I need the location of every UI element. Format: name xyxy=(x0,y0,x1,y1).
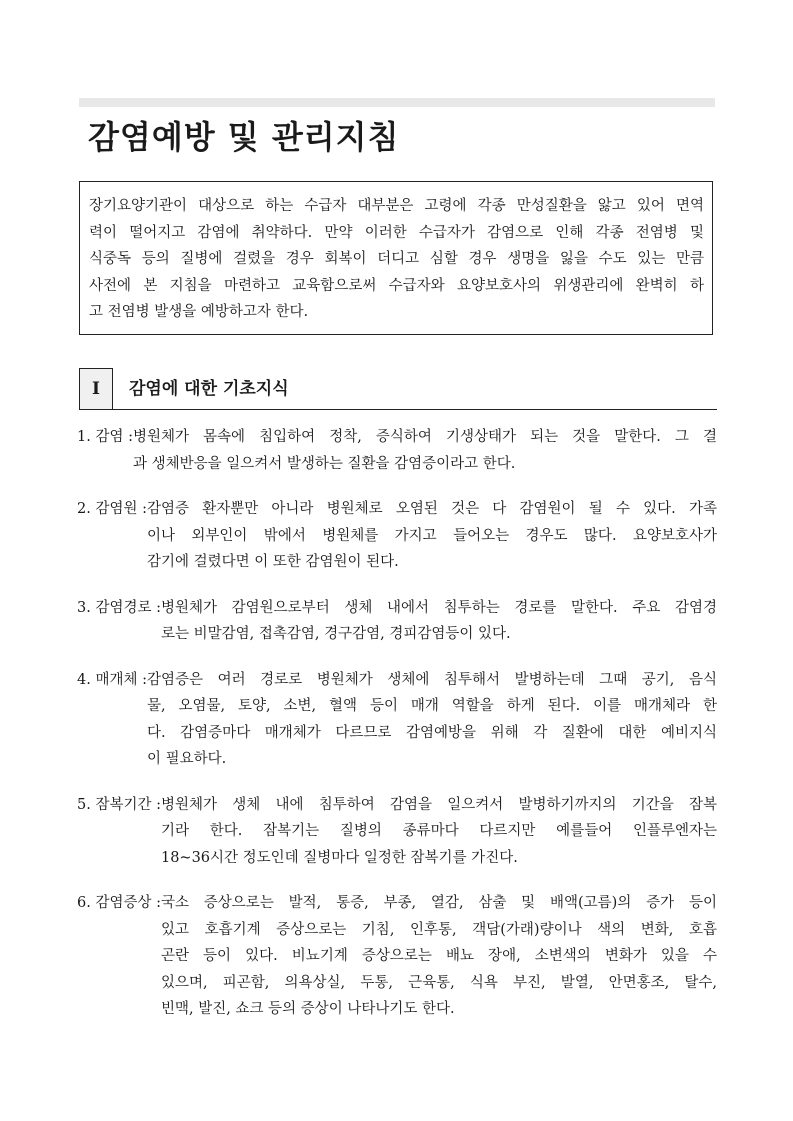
definition-line: 감기에 걸렸다면 이 또한 감염원이 된다. xyxy=(146,554,399,570)
definition-item xyxy=(77,595,717,648)
section-number: I xyxy=(79,368,113,410)
definition-line: 있으며, 피곤함, 의욕상실, 두통, 근육통, 식욕 부진, 발열, 안면홍조, 탈수, xyxy=(160,974,717,991)
definition-term: 4. 매개체 : xyxy=(77,671,147,688)
definition-term: 1. 감염 : xyxy=(77,429,133,445)
definition-line: 이나 외부인이 밖에서 병원체를 가지고 들어오는 경우도 많다. 요양보호사가 xyxy=(146,527,717,544)
header-band xyxy=(79,98,715,107)
intro-line: 식중독 등의 질병에 걸렸을 경우 회복이 더디고 심할 경우 생명을 잃을 수도 있는 만큼 xyxy=(89,251,704,267)
definition-line: 과 생체반응을 일으켜서 발생하는 질환을 감염증이라고 한다. xyxy=(132,455,516,472)
intro-line: 장기요양기관이 대상으로 하는 수급자 대부분은 고령에 각종 만성질환을 앓고 있어 면역 xyxy=(89,198,704,214)
definition-item xyxy=(77,792,717,872)
intro-line: 사전에 본 지침을 마련하고 교육함으로써 수급자와 요양보호사의 위생관리에 완벽히 하 xyxy=(89,277,704,294)
section-title: 감염에 대한 기초지식 xyxy=(129,379,289,399)
page-title: 감염예방 및 관리지침 xyxy=(88,118,400,156)
definition-line: 로는 비말감염, 접촉감염, 경구감염, 경피감염등이 있다. xyxy=(160,626,511,642)
definition-term: 2. 감염원 : xyxy=(77,501,147,517)
section-divider xyxy=(113,409,717,410)
definition-item xyxy=(77,890,717,1023)
definition-line: 18~36시간 정도인데 질병마다 일정한 잠복기를 가진다. xyxy=(160,849,518,866)
definition-line: 다. 감염증마다 매개체가 다르므로 감염예방을 위해 각 질환에 대한 예비지식 xyxy=(146,724,717,741)
definition-line: 물, 오염물, 토양, 소변, 혈액 등이 매개 역할을 하게 된다. 이를 매개체라 한 xyxy=(146,698,717,714)
definition-line: 병원체가 생체 내에 침투하여 감염을 일으켜서 발병하기까지의 기간을 잠복 xyxy=(160,796,717,813)
definition-line: 병원체가 몸속에 침입하여 정착, 증식하여 기생상태가 되는 것을 말한다. 그 결 xyxy=(132,429,717,445)
definition-line: 곤란 등이 있다. 비뇨기계 증상으로는 배뇨 장애, 소변색의 변화가 있을 수 xyxy=(160,948,717,964)
intro-line: 력이 떨어지고 감염에 취약하다. 만약 이러한 수급자가 감염으로 인해 각종 전염병 및 xyxy=(89,224,704,241)
definition-list xyxy=(77,424,717,1023)
intro-box xyxy=(79,181,713,335)
definition-line: 이 필요하다. xyxy=(146,751,227,767)
definition-line: 감염증은 여러 경로로 병원체가 생체에 침투해서 발병하는데 그때 공기, 음식 xyxy=(146,671,717,688)
definition-line: 병원체가 감염원으로부터 생체 내에서 침투하는 경로를 말한다. 주요 감염경 xyxy=(160,599,717,616)
section-heading xyxy=(79,368,717,412)
definition-term: 5. 잠복기간 : xyxy=(77,796,161,813)
definition-term: 3. 감염경로 : xyxy=(77,599,161,616)
definition-item xyxy=(77,667,717,773)
definition-item xyxy=(77,424,717,477)
definition-line: 국소 증상으로는 발적, 통증, 부종, 열감, 삼출 및 배액(고름)의 증가 등이 xyxy=(160,895,717,911)
definition-line: 감염증 환자뿐만 아니라 병원체로 오염된 것은 다 감염원이 될 수 있다. 가족 xyxy=(146,501,717,517)
definition-line: 있고 호흡기계 증상으로는 기침, 인후통, 객담(가래)량이나 색의 변화, 호흡 xyxy=(160,921,717,938)
definition-line: 기라 한다. 잠복기는 질병의 종류마다 다르지만 예를들어 인플루엔자는 xyxy=(160,823,717,839)
definition-line: 빈맥, 발진, 쇼크 등의 증상이 나타나기도 한다. xyxy=(160,1001,455,1017)
definition-term: 6. 감염증상 : xyxy=(77,895,161,911)
definition-item xyxy=(77,496,717,576)
intro-line: 고 전염병 발생을 예방하고자 한다. xyxy=(89,304,309,320)
